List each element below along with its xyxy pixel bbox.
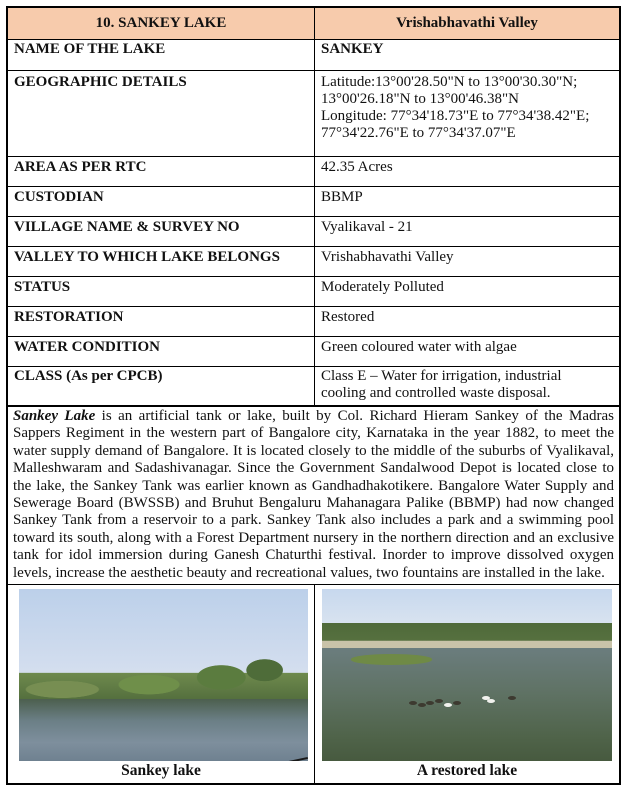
row-label: NAME OF THE LAKE: [8, 40, 315, 71]
description-body: is an artificial tank or lake, built by Col. Richard Hieram Sankey of the Madras Sappers Regiment in the western part of Bangalore city, Karnataka in the year 1882, to meet the water supply demand of Bangalore. It is located closely to the middle of the suburbs of Vyalikaval, Malleshwaram and Sadashivanagar. Since the Government Sandalwood Depot is located close to the lake, the Sankey Tank was earlier known as Gandhadhakotikere. Bangalore Water Supply and Sewerage Board (BWSSB) and Bruhut Bengaluru Mahanagara Palike (BBMP) had now changed Sankey Tank from a reservoir to a park. Sankey Tank also includes a park and a swimming pool toward its south, along with a Forest Department nursery in the northern direction and an exclusive tank for idol immersion during Ganesh Chaturthi festival. Inorder to improve dissolved oxygen levels, increase the aesthetic beauty and recreational values, two fountains are installed in the lake.: [13, 408, 614, 581]
longitude-line-2: 77°34'22.76"E to 77°34'37.07"E: [321, 125, 516, 141]
table-row: [8, 247, 619, 277]
row-label: WATER CONDITION: [8, 337, 315, 367]
row-value: BBMP: [315, 187, 620, 217]
row-value: Restored: [315, 307, 620, 337]
photo-caption: A restored lake: [416, 762, 518, 780]
row-value: Vyalikaval - 21: [315, 217, 620, 247]
photo-row: [8, 584, 619, 783]
row-label: RESTORATION: [8, 307, 315, 337]
row-value: Green coloured water with algae: [315, 337, 620, 367]
photo-cell: [8, 585, 315, 783]
tree-line: [19, 651, 308, 699]
valley-title: Vrishabhavathi Valley: [315, 8, 620, 40]
row-label: AREA AS PER RTC: [8, 157, 315, 187]
duck: [453, 701, 461, 705]
class-value: [315, 367, 620, 406]
row-label: STATUS: [8, 277, 315, 307]
table-row: [8, 367, 619, 406]
lake-title: 10. SANKEY LAKE: [8, 8, 315, 40]
tree-line: [322, 623, 612, 647]
table-row: [8, 337, 619, 367]
sankey-lake-photo: [19, 589, 308, 761]
latitude-line-2: 13°00'26.18"N to 13°00'46.38"N: [321, 91, 519, 107]
duck: [508, 696, 516, 700]
lake-water: [19, 699, 308, 761]
row-label: CLASS (As per CPCB): [8, 367, 315, 406]
island: [351, 654, 432, 664]
row-value: Moderately Polluted: [315, 277, 620, 307]
table-row: [8, 187, 619, 217]
row-label: CUSTODIAN: [8, 187, 315, 217]
photo-caption: Sankey lake: [121, 762, 201, 780]
duck: [418, 703, 426, 707]
table-row: [8, 40, 619, 71]
table-row: [8, 71, 619, 157]
photo-cell: [315, 585, 619, 783]
latitude-line-1: Latitude:13°00'28.50"N to 13°00'30.30"N;: [321, 74, 578, 90]
geographic-value: [315, 71, 620, 157]
table-row: [8, 217, 619, 247]
table-header-row: [8, 8, 619, 40]
longitude-line-1: Longitude: 77°34'18.73"E to 77°34'38.42"E;: [321, 108, 590, 124]
row-label: VILLAGE NAME & SURVEY NO: [8, 217, 315, 247]
duck: [444, 703, 452, 707]
row-value: Vrishabhavathi Valley: [315, 247, 620, 277]
restored-lake-photo: [322, 589, 612, 761]
row-value: SANKEY: [315, 40, 620, 71]
class-line-2: cooling and controlled waste disposal.: [321, 385, 551, 401]
lake-description: [8, 406, 619, 584]
row-value: 42.35 Acres: [315, 157, 620, 187]
table-row: [8, 277, 619, 307]
lake-water: [322, 648, 612, 762]
duck: [409, 701, 417, 705]
class-line-1: Class E – Water for irrigation, industrial: [321, 368, 562, 384]
row-label: GEOGRAPHIC DETAILS: [8, 71, 315, 157]
row-label: VALLEY TO WHICH LAKE BELONGS: [8, 247, 315, 277]
description-lead: Sankey Lake: [13, 408, 96, 424]
table-row: [8, 157, 619, 187]
lake-info-sheet: [6, 6, 621, 785]
table-row: [8, 307, 619, 337]
lake-details-table: [8, 8, 619, 406]
